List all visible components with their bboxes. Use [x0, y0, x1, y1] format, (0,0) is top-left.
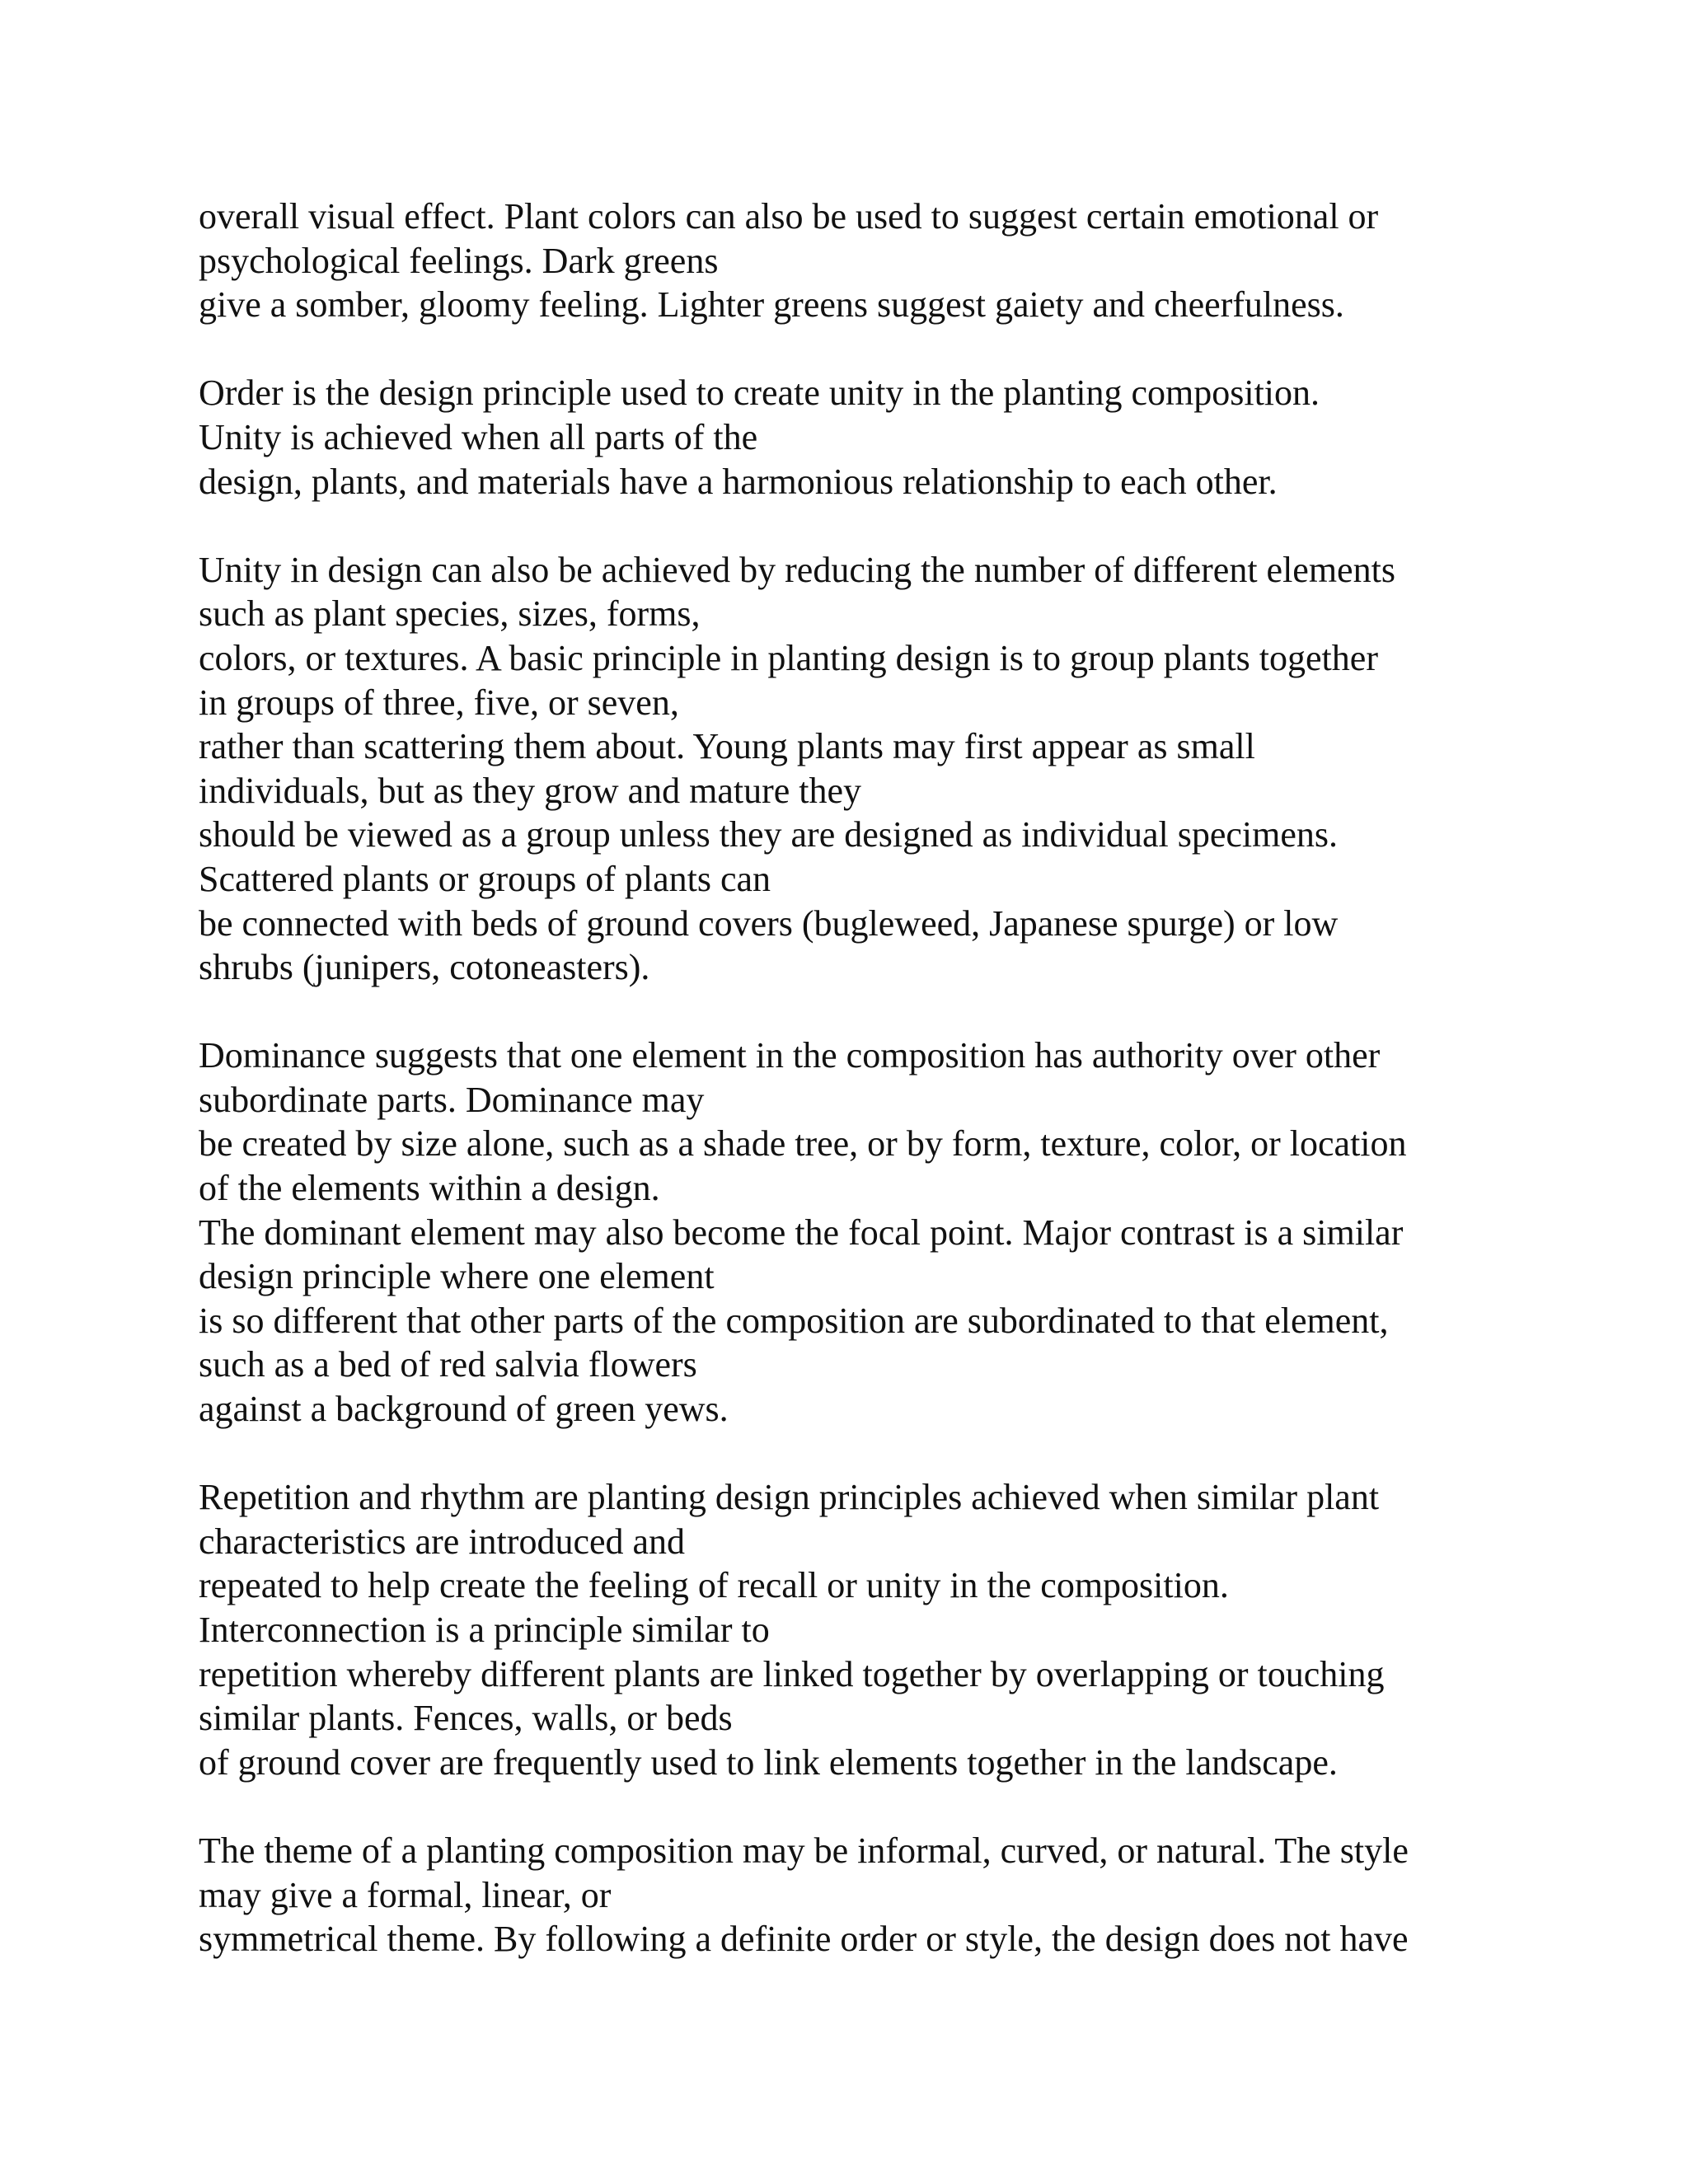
paragraph-dominance: [199, 1033, 1501, 1431]
text-line: colors, or textures. A basic principle in planting design is to group plants together: [199, 637, 1378, 678]
text-line: Dominance suggests that one element in the composition has authority over other: [199, 1035, 1381, 1076]
text-line: subordinate parts. Dominance may: [199, 1079, 705, 1120]
text-line: be created by size alone, such as a shade tree, or by form, texture, color, or location: [199, 1123, 1407, 1165]
text-line: repetition whereby different plants are linked together by overlapping or touching: [199, 1653, 1385, 1694]
text-line: shrubs (junipers, cotoneasters).: [199, 947, 650, 988]
text-line: should be viewed as a group unless they are designed as individual specimens.: [199, 814, 1339, 855]
text-line: in groups of three, five, or seven,: [199, 682, 679, 723]
text-line: such as plant species, sizes, forms,: [199, 593, 701, 635]
text-line: similar plants. Fences, walls, or beds: [199, 1698, 733, 1739]
text-line: be connected with beds of ground covers (bugleweed, Japanese spurge) or low: [199, 902, 1339, 944]
text-line: Repetition and rhythm are planting design principles achieved when similar plant: [199, 1477, 1380, 1518]
text-line: Interconnection is a principle similar to: [199, 1610, 770, 1650]
text-line: give a somber, gloomy feeling. Lighter greens suggest gaiety and cheerfulness.: [199, 284, 1344, 326]
paragraph-order: [199, 371, 1501, 504]
body-text: [199, 194, 1501, 2005]
text-line: symmetrical theme. By following a definite order or style, the design does not have: [199, 1919, 1409, 1960]
text-line: characteristics are introduced and: [199, 1521, 686, 1562]
text-line: design, plants, and materials have a harmonious relationship to each other.: [199, 461, 1278, 502]
text-line: overall visual effect. Plant colors can also be used to suggest certain emotional or: [199, 196, 1379, 237]
text-line: Scattered plants or groups of plants can: [199, 858, 771, 899]
text-line: psychological feelings. Dark greens: [199, 240, 719, 281]
text-line: Unity in design can also be achieved by reducing the number of different elements: [199, 549, 1395, 590]
text-line: is so different that other parts of the composition are subordinated to that element,: [199, 1300, 1389, 1341]
text-line: Order is the design principle used to create unity in the planting composition.: [199, 373, 1320, 414]
text-line: design principle where one element: [199, 1256, 715, 1297]
text-line: The dominant element may also become the focal point. Major contrast is a similar: [199, 1212, 1404, 1253]
text-line: such as a bed of red salvia flowers: [199, 1344, 697, 1385]
paragraph-plant-colors: [199, 194, 1501, 327]
text-line: Unity is achieved when all parts of the: [199, 416, 758, 457]
text-line: individuals, but as they grow and mature they: [199, 770, 862, 811]
text-line: against a background of green yews.: [199, 1389, 729, 1430]
text-line: of ground cover are frequently used to link elements together in the landscape.: [199, 1741, 1338, 1783]
text-line: rather than scattering them about. Young plants may first appear as small: [199, 726, 1255, 767]
paragraph-theme: [199, 1829, 1501, 1961]
text-line: repeated to help create the feeling of recall or unity in the composition.: [199, 1565, 1229, 1606]
text-line: of the elements within a design.: [199, 1168, 660, 1209]
text-line: may give a formal, linear, or: [199, 1874, 612, 1915]
text-line: The theme of a planting composition may be informal, curved, or natural. The style: [199, 1830, 1409, 1871]
paragraph-unity: [199, 548, 1501, 990]
paragraph-repetition: [199, 1475, 1501, 1784]
